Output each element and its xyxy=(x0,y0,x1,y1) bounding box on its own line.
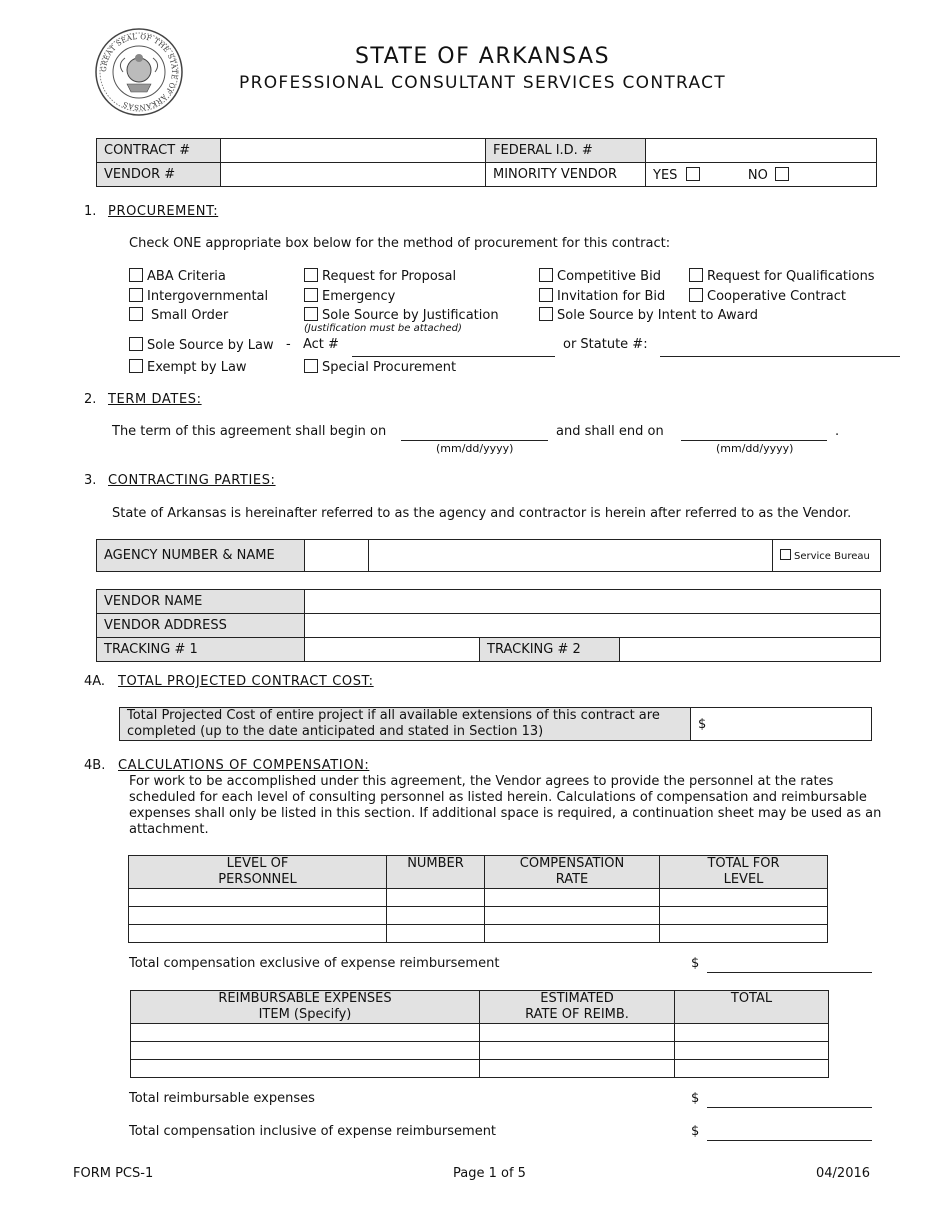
contract-number-label: CONTRACT # xyxy=(97,139,221,163)
table-row xyxy=(129,925,828,943)
reimb-cell[interactable] xyxy=(480,1024,675,1042)
agency-number-field[interactable] xyxy=(305,540,369,572)
option-intergovernmental[interactable] xyxy=(129,288,268,304)
reimb-cell[interactable] xyxy=(480,1060,675,1078)
sole-law-checkbox[interactable] xyxy=(129,337,143,351)
section-4a-number: 4A. xyxy=(84,674,106,689)
comp-cell[interactable] xyxy=(660,907,828,925)
service-bureau-option[interactable] xyxy=(773,540,881,572)
option-rfp[interactable] xyxy=(304,268,456,284)
minority-vendor-label: MINORITY VENDOR xyxy=(486,163,646,187)
sole-intent-checkbox[interactable] xyxy=(539,307,553,321)
comp-header-number: NUMBER xyxy=(387,856,485,889)
form-id: FORM PCS-1 xyxy=(73,1166,154,1181)
agency-label: AGENCY NUMBER & NAME xyxy=(97,540,305,572)
minority-no-checkbox[interactable] xyxy=(775,167,789,181)
section-4b-title: CALCULATIONS OF COMPENSATION: xyxy=(118,758,370,773)
vendor-name-field[interactable] xyxy=(305,590,881,614)
reimb-cell[interactable] xyxy=(480,1042,675,1060)
minority-yes-label: YES xyxy=(653,167,678,183)
reimb-header-item: REIMBURSABLE EXPENSES ITEM (Specify) xyxy=(131,991,480,1024)
comp-header-rate: COMPENSATION RATE xyxy=(485,856,660,889)
vendor-name-label: VENDOR NAME xyxy=(97,590,305,614)
agency-table xyxy=(96,539,881,572)
reimbursable-table xyxy=(130,990,829,1078)
page-number: Page 1 of 5 xyxy=(453,1166,526,1181)
minority-vendor-options xyxy=(646,163,877,187)
comp-cell[interactable] xyxy=(129,925,387,943)
competitive-checkbox[interactable] xyxy=(539,268,553,282)
small-order-label: Small Order xyxy=(151,308,229,323)
exempt-label: Exempt by Law xyxy=(147,360,247,375)
tracking-2-label: TRACKING # 2 xyxy=(480,638,620,662)
option-sole-law[interactable] xyxy=(129,337,274,353)
reimb-header-rate: ESTIMATED RATE OF REIMB. xyxy=(480,991,675,1024)
table-row xyxy=(131,1042,829,1060)
intergov-checkbox[interactable] xyxy=(129,288,143,302)
section-2-number: 2. xyxy=(84,392,97,407)
option-emergency[interactable] xyxy=(304,288,395,304)
comp-cell[interactable] xyxy=(485,889,660,907)
section-1-number: 1. xyxy=(84,204,97,219)
emergency-checkbox[interactable] xyxy=(304,288,318,302)
statute-label: or Statute #: xyxy=(563,337,648,352)
comp-header-level: LEVEL OF PERSONNEL xyxy=(129,856,387,889)
invitation-label: Invitation for Bid xyxy=(557,289,666,304)
compensation-text: For work to be accomplished under this agreement, the Vendor agrees to provide the personnel at the rates scheduled for each level of consulting personnel as listed herein. Calculations of compensation and reimbursable expenses shall only be listed in this section. If additional space is required, a continuation sheet may be used as an attachment. xyxy=(129,774,882,837)
rfp-label: Request for Proposal xyxy=(322,269,457,284)
agency-name-field[interactable] xyxy=(369,540,773,572)
table-row xyxy=(131,1060,829,1078)
reimb-header-total: TOTAL xyxy=(675,991,829,1024)
table-row xyxy=(129,907,828,925)
section-3-number: 3. xyxy=(84,473,97,488)
table-row xyxy=(129,889,828,907)
section-1-title: PROCUREMENT: xyxy=(108,204,219,219)
reimb-cell[interactable] xyxy=(675,1042,829,1060)
compensation-table xyxy=(128,855,828,943)
comp-cell[interactable] xyxy=(387,907,485,925)
form-title: STATE OF ARKANSAS xyxy=(354,44,611,69)
vendor-address-field[interactable] xyxy=(305,614,881,638)
term-begin-date-field[interactable] xyxy=(401,440,548,441)
procurement-instruction: Check ONE appropriate box below for the method of procurement for this contract: xyxy=(129,236,671,251)
projected-cost-field[interactable] xyxy=(691,708,872,741)
term-end-text: and shall end on xyxy=(556,424,664,439)
aba-checkbox[interactable] xyxy=(129,268,143,282)
cooperative-label: Cooperative Contract xyxy=(707,289,847,304)
invitation-checkbox[interactable] xyxy=(539,288,553,302)
projected-cost-dollar: $ xyxy=(698,716,707,732)
vendor-table xyxy=(96,589,881,662)
total-exclusive-field[interactable] xyxy=(707,972,872,973)
tracking-1-label: TRACKING # 1 xyxy=(97,638,305,662)
total-reimbursable-field[interactable] xyxy=(707,1107,872,1108)
svg-text:GREAT SEAL OF THE STATE OF ARK: GREAT SEAL OF THE STATE OF ARKANSAS xyxy=(99,32,179,112)
statute-number-field[interactable] xyxy=(660,356,900,357)
special-label: Special Procurement xyxy=(322,360,457,375)
option-sole-intent[interactable] xyxy=(539,307,758,323)
total-inclusive-label: Total compensation inclusive of expense reimbursement xyxy=(129,1124,497,1139)
state-seal-logo xyxy=(95,28,183,116)
option-rfq[interactable] xyxy=(689,268,875,284)
sole-intent-label: Sole Source by Intent to Award xyxy=(557,308,758,323)
service-bureau-label: Service Bureau xyxy=(794,551,870,562)
act-number-field[interactable] xyxy=(352,356,555,357)
vendor-number-field[interactable] xyxy=(221,163,486,187)
comp-header-total: TOTAL FOR LEVEL xyxy=(660,856,828,889)
option-special[interactable] xyxy=(304,359,456,375)
rfp-checkbox[interactable] xyxy=(304,268,318,282)
total-reimbursable-dollar: $ xyxy=(691,1091,700,1106)
federal-id-field[interactable] xyxy=(646,139,877,163)
comp-cell[interactable] xyxy=(387,889,485,907)
total-inclusive-field[interactable] xyxy=(707,1140,872,1141)
comp-cell[interactable] xyxy=(129,889,387,907)
section-2-title: TERM DATES: xyxy=(108,392,202,407)
section-4a-title: TOTAL PROJECTED CONTRACT COST: xyxy=(118,674,374,689)
comp-cell[interactable] xyxy=(660,925,828,943)
comp-cell[interactable] xyxy=(660,889,828,907)
sole-law-dash: - xyxy=(286,337,291,352)
term-begin-text: The term of this agreement shall begin on xyxy=(112,424,387,439)
cooperative-checkbox[interactable] xyxy=(689,288,703,302)
small-order-checkbox[interactable] xyxy=(129,307,143,321)
comp-cell[interactable] xyxy=(129,907,387,925)
total-exclusive-label: Total compensation exclusive of expense reimbursement xyxy=(129,956,500,971)
contract-id-table xyxy=(96,138,877,187)
sole-justification-label: Sole Source by Justification xyxy=(322,308,499,323)
minority-no-label: NO xyxy=(747,167,768,183)
vendor-number-label: VENDOR # xyxy=(97,163,221,187)
projected-cost-label: Total Projected Cost of entire project if all available extensions of this contract are completed (up to the date anticipated and stated in Section 13) xyxy=(120,708,691,741)
end-date-hint: (mm/dd/yyyy) xyxy=(716,442,794,455)
section-4b-number: 4B. xyxy=(84,758,106,773)
option-small-order[interactable] xyxy=(129,307,228,323)
emergency-label: Emergency xyxy=(322,289,396,304)
tracking-2-field[interactable] xyxy=(620,638,881,662)
reimb-cell[interactable] xyxy=(131,1042,480,1060)
begin-date-hint: (mm/dd/yyyy) xyxy=(436,442,514,455)
federal-id-label: FEDERAL I.D. # xyxy=(486,139,646,163)
option-competitive-bid[interactable] xyxy=(539,268,661,284)
comp-cell[interactable] xyxy=(387,925,485,943)
service-bureau-checkbox[interactable] xyxy=(780,549,791,560)
term-period: . xyxy=(835,424,840,439)
contracting-parties-text: State of Arkansas is hereinafter referred to as the agency and contractor is herein after referred to as the Vendor. xyxy=(112,506,852,521)
special-checkbox[interactable] xyxy=(304,359,318,373)
comp-cell[interactable] xyxy=(485,907,660,925)
contract-number-field[interactable] xyxy=(221,139,486,163)
reimb-cell[interactable] xyxy=(131,1024,480,1042)
vendor-address-label: VENDOR ADDRESS xyxy=(97,614,305,638)
form-subtitle: PROFESSIONAL CONSULTANT SERVICES CONTRACT xyxy=(239,73,726,93)
tracking-1-field[interactable] xyxy=(305,638,480,662)
option-sole-justification[interactable] xyxy=(304,307,499,323)
reimb-cell[interactable] xyxy=(675,1060,829,1078)
rfq-label: Request for Qualifications xyxy=(707,269,875,284)
rfq-checkbox[interactable] xyxy=(689,268,703,282)
table-row xyxy=(131,1024,829,1042)
section-3-title: CONTRACTING PARTIES: xyxy=(108,473,276,488)
exempt-checkbox[interactable] xyxy=(129,359,143,373)
option-cooperative[interactable] xyxy=(689,288,846,304)
reimb-cell[interactable] xyxy=(675,1024,829,1042)
term-end-date-field[interactable] xyxy=(681,440,827,441)
projected-cost-table xyxy=(119,707,872,741)
comp-cell[interactable] xyxy=(485,925,660,943)
total-exclusive-dollar: $ xyxy=(691,956,700,971)
total-reimbursable-label: Total reimbursable expenses xyxy=(129,1091,315,1106)
total-inclusive-dollar: $ xyxy=(691,1124,700,1139)
aba-label: ABA Criteria xyxy=(147,269,226,284)
act-label: Act # xyxy=(303,337,339,352)
minority-yes-checkbox[interactable] xyxy=(686,167,700,181)
option-exempt[interactable] xyxy=(129,359,247,375)
option-aba[interactable] xyxy=(129,268,226,284)
sole-justification-checkbox[interactable] xyxy=(304,307,318,321)
sole-law-label: Sole Source by Law xyxy=(147,338,274,353)
intergov-label: Intergovernmental xyxy=(147,289,269,304)
form-date: 04/2016 xyxy=(816,1166,871,1181)
option-invitation-bid[interactable] xyxy=(539,288,665,304)
reimb-cell[interactable] xyxy=(131,1060,480,1078)
justification-note: (Justification must be attached) xyxy=(304,323,462,334)
competitive-label: Competitive Bid xyxy=(557,269,661,284)
